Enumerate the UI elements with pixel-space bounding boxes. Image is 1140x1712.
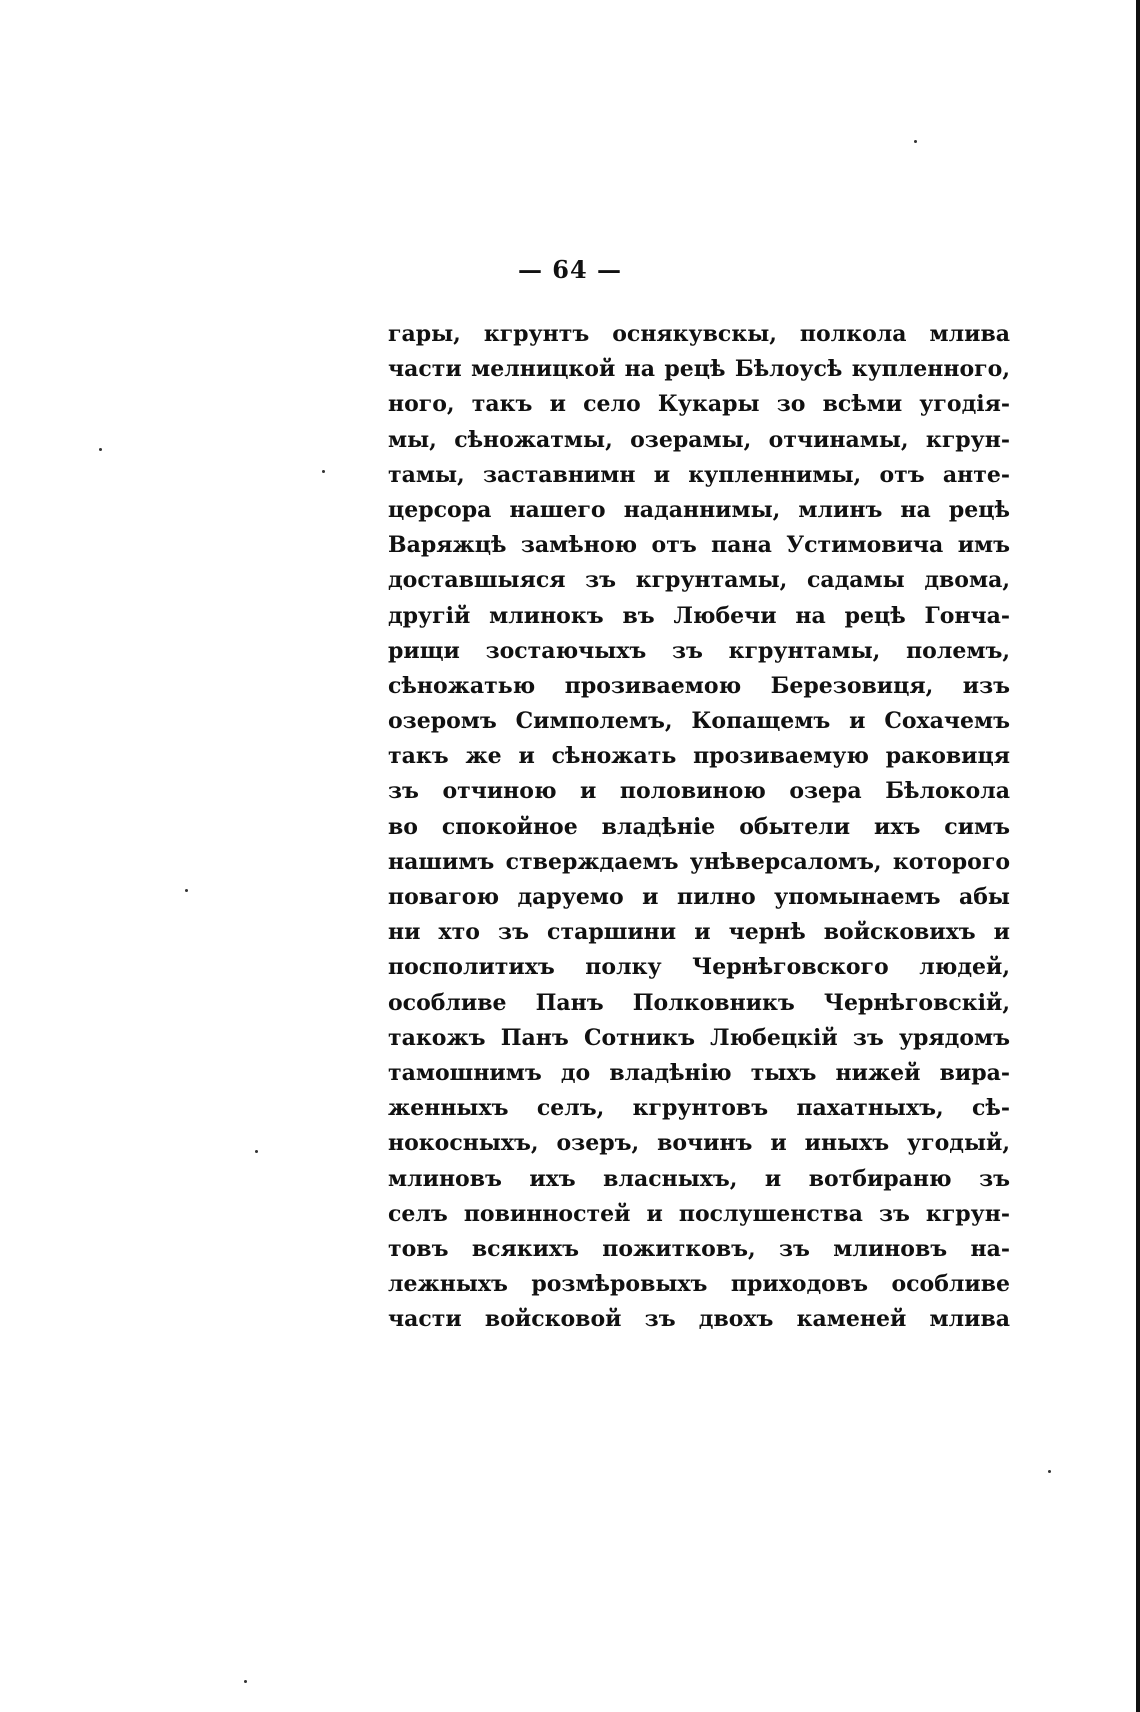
text-line: млиновъ ихъ власныхъ, и вотбираню зъ xyxy=(388,1165,1010,1192)
scan-speck xyxy=(99,448,102,451)
text-line: посполитихъ полку Чернѣговского людей, xyxy=(388,954,1010,981)
scan-speck xyxy=(255,1150,258,1153)
text-line: лежныхъ розмѣровыхъ приходовъ особливе xyxy=(388,1271,1010,1298)
text-line: нашимъ стверждаемъ унѣверсаломъ, которого xyxy=(388,848,1010,875)
scan-speck xyxy=(244,1680,247,1683)
text-line: части войсковой зъ двохъ каменей млива xyxy=(388,1306,1010,1333)
scan-speck xyxy=(914,140,917,143)
text-line: рищи зостаючыхъ зъ кгрунтамы, полемъ, xyxy=(388,637,1010,664)
text-line: Варяжцѣ замѣною отъ пана Устимовича имъ xyxy=(388,532,1010,559)
text-line: ного, такъ и село Кукары зо всѣми угодія- xyxy=(388,391,1010,418)
page-number: — 64 — xyxy=(517,255,623,284)
text-line: ни хто зъ старшини и чернѣ войсковихъ и xyxy=(388,919,1010,946)
scan-speck xyxy=(185,889,188,892)
text-line: селъ повинностей и послушенства зъ кгрун- xyxy=(388,1200,1010,1227)
text-line: повагою даруемо и пилно упомынаемъ абы xyxy=(388,884,1010,910)
text-line: озеромъ Симполемъ, Копащемъ и Сохачемъ xyxy=(388,708,1010,735)
scan-speck xyxy=(322,470,325,473)
text-line: тамы, заставнимн и купленнимы, отъ анте- xyxy=(388,461,1010,488)
text-line: во спокойное владѣніе обытели ихъ симъ xyxy=(388,813,1010,840)
text-line: такъ же и сѣножать прозиваемую раковиця xyxy=(388,743,1010,770)
text-line: особливе Панъ Полковникъ Чернѣговскій, xyxy=(388,989,1010,1016)
text-line: мы, сѣножатмы, озерамы, отчинамы, кгрун- xyxy=(388,426,1010,453)
text-line: гары, кгрунтъ оснякувскы, полкола млива xyxy=(388,321,1010,347)
text-line: доставшыяся зъ кгрунтамы, садамы двома, xyxy=(388,567,1010,594)
text-line: церсора нашего наданнимы, млинъ на рецѣ xyxy=(388,496,1010,523)
text-line: женныхъ селъ, кгрунтовъ пахатныхъ, сѣ- xyxy=(388,1095,1010,1122)
text-line: товъ всякихъ пожитковъ, зъ млиновъ на- xyxy=(388,1235,1010,1262)
scan-speck xyxy=(1048,1470,1051,1473)
text-line: нокосныхъ, озеръ, вочинъ и иныхъ угодый, xyxy=(388,1130,1010,1157)
page-edge xyxy=(1136,0,1140,1712)
text-line: тамошнимъ до владѣнію тыхъ нижей вира- xyxy=(388,1059,1010,1086)
text-line: сѣножатью прозиваемою Березовиця, изъ xyxy=(388,672,1010,699)
body-text xyxy=(388,317,1010,1337)
text-line: такожъ Панъ Сотникъ Любецкій зъ урядомъ xyxy=(388,1024,1010,1051)
text-line: зъ отчиною и половиною озера Бѣлокола xyxy=(388,778,1010,805)
text-line: другій млинокъ въ Любечи на рецѣ Гонча- xyxy=(388,602,1010,629)
text-line: части мелницкой на рецѣ Бѣлоусѣ купленного, xyxy=(388,356,1010,383)
